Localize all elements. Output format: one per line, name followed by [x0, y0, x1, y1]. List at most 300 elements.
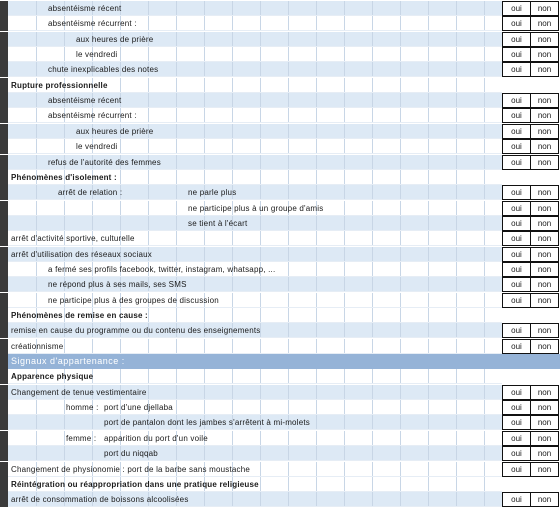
- grid-line: [204, 124, 205, 139]
- section-row: [0, 170, 560, 185]
- grid-line: [120, 369, 121, 384]
- answer-area: [502, 308, 560, 323]
- grid-line: [484, 446, 485, 461]
- answer-yes-cell[interactable]: oui: [502, 431, 531, 446]
- answer-no-cell[interactable]: non: [530, 62, 559, 77]
- table-row: [0, 216, 560, 231]
- grid-line: [428, 308, 429, 323]
- grid-line: [204, 155, 205, 170]
- answer-yes-cell[interactable]: oui: [502, 124, 531, 139]
- grid-line: [204, 139, 205, 154]
- grid-line: [232, 1, 233, 16]
- grid-line: [344, 216, 345, 231]
- grid-line: [344, 369, 345, 384]
- category-header-row: [0, 354, 560, 369]
- answer-no-cell[interactable]: non: [530, 492, 559, 507]
- grid-line: [232, 32, 233, 47]
- grid-line: [400, 108, 401, 123]
- grid-line: [372, 477, 373, 492]
- table-row: [0, 231, 560, 246]
- row-label: le vendredi: [76, 50, 118, 59]
- answer-no-cell[interactable]: non: [530, 247, 559, 262]
- grid-line: [204, 108, 205, 123]
- grid-line: [428, 124, 429, 139]
- grid-line: [316, 47, 317, 62]
- grid-line: [316, 16, 317, 31]
- answer-yes-cell[interactable]: oui: [502, 277, 531, 292]
- row-gutter: [0, 308, 8, 323]
- row-sublabel: ne parle plus: [188, 188, 237, 197]
- answer-no-cell[interactable]: non: [530, 431, 559, 446]
- grid-line: [400, 323, 401, 338]
- row-gutter: [0, 78, 8, 93]
- row-label: absentéisme récurrent :: [48, 111, 137, 120]
- row-gutter: [0, 492, 8, 507]
- row-label: refus de l'autorité des femmes: [48, 158, 161, 167]
- grid-line: [148, 339, 149, 354]
- grid-line: [372, 308, 373, 323]
- row-gutter: [0, 216, 8, 231]
- grid-line: [288, 62, 289, 77]
- grid-line: [232, 108, 233, 123]
- grid-line: [36, 431, 37, 446]
- grid-line: [316, 139, 317, 154]
- answer-yes-cell[interactable]: oui: [502, 32, 531, 47]
- grid-line: [400, 62, 401, 77]
- grid-line: [428, 108, 429, 123]
- answer-no-cell[interactable]: non: [530, 124, 559, 139]
- answer-no-cell[interactable]: non: [530, 415, 559, 430]
- grid-line: [176, 247, 177, 262]
- grid-line: [232, 231, 233, 246]
- grid-line: [288, 139, 289, 154]
- grid-line: [260, 139, 261, 154]
- grid-line: [176, 446, 177, 461]
- grid-line: [176, 47, 177, 62]
- answer-no-cell[interactable]: non: [530, 462, 559, 477]
- grid-line: [344, 446, 345, 461]
- grid-line: [372, 293, 373, 308]
- answer-no-cell[interactable]: non: [530, 446, 559, 461]
- grid-line: [400, 1, 401, 16]
- grid-line: [484, 1, 485, 16]
- grid-line: [176, 308, 177, 323]
- grid-line: [344, 277, 345, 292]
- section-title: Phénomènes d'isolement :: [11, 173, 117, 182]
- row-gutter: [0, 446, 8, 461]
- grid-line: [344, 108, 345, 123]
- answer-no-cell[interactable]: non: [530, 201, 559, 216]
- grid-line: [484, 339, 485, 354]
- grid-line: [288, 185, 289, 200]
- grid-line: [484, 185, 485, 200]
- grid-line: [176, 108, 177, 123]
- answer-yes-cell[interactable]: oui: [502, 62, 531, 77]
- grid-line: [428, 323, 429, 338]
- grid-line: [176, 201, 177, 216]
- grid-line: [120, 139, 121, 154]
- grid-line: [316, 247, 317, 262]
- grid-line: [232, 78, 233, 93]
- grid-line: [316, 185, 317, 200]
- grid-line: [148, 369, 149, 384]
- row-gutter: [0, 354, 8, 369]
- answer-no-cell[interactable]: non: [530, 185, 559, 200]
- grid-line: [400, 385, 401, 400]
- grid-line: [344, 32, 345, 47]
- grid-line: [232, 431, 233, 446]
- grid-line: [120, 339, 121, 354]
- row-label: homme :: [66, 403, 99, 412]
- answer-no-cell[interactable]: non: [530, 108, 559, 123]
- grid-line: [288, 400, 289, 415]
- grid-line: [204, 32, 205, 47]
- row-label: le vendredi: [76, 142, 118, 151]
- grid-line: [204, 308, 205, 323]
- grid-line: [260, 185, 261, 200]
- grid-line: [344, 185, 345, 200]
- grid-line: [176, 124, 177, 139]
- grid-line: [176, 216, 177, 231]
- answer-yes-cell[interactable]: oui: [502, 231, 531, 246]
- grid-line: [260, 78, 261, 93]
- grid-line: [372, 216, 373, 231]
- grid-line: [344, 1, 345, 16]
- answer-yes-cell[interactable]: oui: [502, 216, 531, 231]
- grid-line: [232, 369, 233, 384]
- grid-line: [316, 415, 317, 430]
- grid-line: [372, 93, 373, 108]
- grid-line: [148, 93, 149, 108]
- grid-line: [456, 170, 457, 185]
- grid-line: [372, 16, 373, 31]
- grid-line: [400, 32, 401, 47]
- answer-no-cell[interactable]: non: [530, 339, 559, 354]
- grid-line: [316, 369, 317, 384]
- grid-line: [372, 124, 373, 139]
- grid-line: [400, 446, 401, 461]
- answer-yes-cell[interactable]: oui: [502, 385, 531, 400]
- grid-line: [176, 16, 177, 31]
- table-row: [0, 431, 560, 446]
- grid-line: [484, 16, 485, 31]
- grid-line: [316, 32, 317, 47]
- row-gutter: [0, 462, 8, 477]
- grid-line: [344, 78, 345, 93]
- grid-line: [36, 201, 37, 216]
- table-row: [0, 323, 560, 338]
- answer-yes-cell[interactable]: oui: [502, 201, 531, 216]
- answer-yes-cell[interactable]: oui: [502, 446, 531, 461]
- grid-line: [316, 446, 317, 461]
- answer-no-cell[interactable]: non: [530, 293, 559, 308]
- grid-line: [400, 78, 401, 93]
- grid-line: [484, 139, 485, 154]
- grid-line: [456, 1, 457, 16]
- answer-no-cell[interactable]: non: [530, 262, 559, 277]
- grid-line: [456, 277, 457, 292]
- grid-line: [400, 124, 401, 139]
- answer-yes-cell[interactable]: oui: [502, 247, 531, 262]
- answer-yes-cell[interactable]: oui: [502, 155, 531, 170]
- grid-line: [456, 247, 457, 262]
- grid-line: [456, 339, 457, 354]
- grid-line: [344, 400, 345, 415]
- grid-line: [36, 185, 37, 200]
- grid-line: [288, 446, 289, 461]
- row-label: arrêt de relation :: [58, 188, 123, 197]
- grid-line: [204, 1, 205, 16]
- grid-line: [148, 108, 149, 123]
- grid-line: [316, 323, 317, 338]
- grid-line: [288, 293, 289, 308]
- grid-line: [400, 477, 401, 492]
- grid-line: [456, 231, 457, 246]
- grid-line: [204, 62, 205, 77]
- table-row: [0, 108, 560, 123]
- grid-line: [64, 201, 65, 216]
- row-gutter: [0, 47, 8, 62]
- grid-line: [232, 124, 233, 139]
- grid-line: [400, 462, 401, 477]
- grid-line: [456, 47, 457, 62]
- grid-line: [316, 262, 317, 277]
- answer-yes-cell[interactable]: oui: [502, 139, 531, 154]
- grid-line: [484, 201, 485, 216]
- answer-no-cell[interactable]: non: [530, 323, 559, 338]
- answer-no-cell[interactable]: non: [530, 216, 559, 231]
- grid-line: [372, 231, 373, 246]
- grid-line: [372, 170, 373, 185]
- table-row: [0, 277, 560, 292]
- grid-line: [260, 339, 261, 354]
- grid-line: [372, 139, 373, 154]
- grid-line: [372, 339, 373, 354]
- grid-line: [400, 293, 401, 308]
- grid-line: [36, 93, 37, 108]
- grid-line: [260, 308, 261, 323]
- row-gutter: [0, 16, 8, 31]
- grid-line: [288, 277, 289, 292]
- grid-line: [260, 1, 261, 16]
- answer-yes-cell[interactable]: oui: [502, 1, 531, 16]
- grid-line: [92, 446, 93, 461]
- table-row: [0, 185, 560, 200]
- grid-line: [232, 277, 233, 292]
- table-row: [0, 32, 560, 47]
- grid-line: [260, 32, 261, 47]
- grid-line: [484, 293, 485, 308]
- grid-line: [260, 293, 261, 308]
- grid-line: [372, 185, 373, 200]
- row-label: créationnisme: [11, 342, 64, 351]
- grid-line: [372, 323, 373, 338]
- row-label: arrêt d'activité sportive, culturelle: [11, 234, 135, 243]
- grid-line: [316, 308, 317, 323]
- row-label: aux heures de prière: [76, 127, 154, 136]
- grid-line: [344, 155, 345, 170]
- answer-yes-cell[interactable]: oui: [502, 400, 531, 415]
- grid-line: [456, 32, 457, 47]
- answer-yes-cell[interactable]: oui: [502, 16, 531, 31]
- row-sublabel: port de pantalon dont les jambes s'arrêtent à mi-molets: [104, 418, 310, 427]
- grid-line: [484, 277, 485, 292]
- grid-line: [484, 78, 485, 93]
- grid-line: [344, 477, 345, 492]
- grid-line: [456, 415, 457, 430]
- answer-no-cell[interactable]: non: [530, 231, 559, 246]
- answer-yes-cell[interactable]: oui: [502, 415, 531, 430]
- grid-line: [148, 1, 149, 16]
- grid-line: [456, 323, 457, 338]
- row-label: a fermé ses profils facebook, twitter, instagram, whatsapp, ...: [48, 265, 276, 274]
- grid-line: [484, 415, 485, 430]
- answer-yes-cell[interactable]: oui: [502, 93, 531, 108]
- grid-line: [344, 201, 345, 216]
- answer-no-cell[interactable]: non: [530, 385, 559, 400]
- grid-line: [484, 155, 485, 170]
- grid-line: [148, 185, 149, 200]
- grid-line: [344, 124, 345, 139]
- grid-line: [344, 262, 345, 277]
- grid-line: [232, 446, 233, 461]
- answer-yes-cell[interactable]: oui: [502, 492, 531, 507]
- grid-line: [64, 339, 65, 354]
- answer-area: [502, 170, 560, 185]
- grid-line: [92, 415, 93, 430]
- answer-no-cell[interactable]: non: [530, 32, 559, 47]
- answer-yes-cell[interactable]: oui: [502, 293, 531, 308]
- grid-line: [400, 277, 401, 292]
- answer-no-cell[interactable]: non: [530, 400, 559, 415]
- grid-line: [204, 247, 205, 262]
- grid-line: [176, 170, 177, 185]
- grid-line: [36, 262, 37, 277]
- grid-line: [204, 446, 205, 461]
- answer-yes-cell[interactable]: oui: [502, 339, 531, 354]
- row-label: femme :: [66, 434, 97, 443]
- grid-line: [288, 339, 289, 354]
- answer-no-cell[interactable]: non: [530, 155, 559, 170]
- grid-line: [344, 247, 345, 262]
- section-title: Apparence physique: [11, 372, 94, 381]
- answer-yes-cell[interactable]: oui: [502, 262, 531, 277]
- grid-line: [36, 293, 37, 308]
- grid-line: [316, 385, 317, 400]
- grid-line: [316, 62, 317, 77]
- grid-line: [456, 369, 457, 384]
- grid-line: [232, 293, 233, 308]
- section-title: Rupture professionnelle: [11, 81, 108, 90]
- grid-line: [344, 62, 345, 77]
- grid-line: [204, 339, 205, 354]
- row-label: absentéisme récent: [48, 96, 122, 105]
- grid-line: [288, 1, 289, 16]
- grid-line: [316, 462, 317, 477]
- grid-line: [36, 446, 37, 461]
- grid-line: [260, 155, 261, 170]
- answer-yes-cell[interactable]: oui: [502, 108, 531, 123]
- grid-line: [232, 492, 233, 507]
- row-sublabel: ne participe plus à un groupe d'amis: [188, 204, 324, 213]
- grid-line: [456, 155, 457, 170]
- table-row: [0, 462, 560, 477]
- grid-line: [484, 47, 485, 62]
- table-row: [0, 47, 560, 62]
- row-gutter: [0, 108, 8, 123]
- grid-line: [288, 477, 289, 492]
- answer-yes-cell[interactable]: oui: [502, 185, 531, 200]
- grid-line: [176, 185, 177, 200]
- grid-line: [400, 47, 401, 62]
- answer-yes-cell[interactable]: oui: [502, 462, 531, 477]
- grid-line: [176, 400, 177, 415]
- answer-yes-cell[interactable]: oui: [502, 323, 531, 338]
- grid-line: [176, 369, 177, 384]
- grid-line: [288, 247, 289, 262]
- row-gutter: [0, 293, 8, 308]
- grid-line: [428, 477, 429, 492]
- grid-line: [484, 216, 485, 231]
- grid-line: [428, 462, 429, 477]
- answer-no-cell[interactable]: non: [530, 139, 559, 154]
- answer-area: [502, 369, 560, 384]
- grid-line: [260, 369, 261, 384]
- answer-no-cell[interactable]: non: [530, 47, 559, 62]
- grid-line: [344, 462, 345, 477]
- answer-no-cell[interactable]: non: [530, 16, 559, 31]
- grid-line: [456, 16, 457, 31]
- grid-line: [344, 139, 345, 154]
- section-title: Phénomènes de remise en cause :: [11, 311, 148, 320]
- grid-line: [204, 400, 205, 415]
- row-label: ne répond plus à ses mails, ses SMS: [48, 280, 187, 289]
- table-row: [0, 62, 560, 77]
- grid-line: [400, 415, 401, 430]
- grid-line: [400, 400, 401, 415]
- grid-line: [428, 216, 429, 231]
- grid-line: [176, 32, 177, 47]
- grid-line: [260, 400, 261, 415]
- grid-line: [400, 170, 401, 185]
- grid-line: [484, 431, 485, 446]
- grid-line: [428, 78, 429, 93]
- grid-line: [428, 139, 429, 154]
- answer-no-cell[interactable]: non: [530, 277, 559, 292]
- answer-yes-cell[interactable]: oui: [502, 47, 531, 62]
- grid-line: [36, 16, 37, 31]
- answer-no-cell[interactable]: non: [530, 1, 559, 16]
- grid-line: [64, 415, 65, 430]
- grid-line: [204, 369, 205, 384]
- grid-line: [456, 492, 457, 507]
- grid-line: [176, 155, 177, 170]
- grid-line: [456, 262, 457, 277]
- grid-line: [288, 385, 289, 400]
- table-row: [0, 446, 560, 461]
- answer-area: [502, 354, 560, 369]
- grid-line: [428, 339, 429, 354]
- grid-line: [36, 155, 37, 170]
- grid-line: [260, 47, 261, 62]
- grid-line: [288, 462, 289, 477]
- category-title: Signaux d'appartenance :: [11, 356, 125, 366]
- grid-line: [260, 170, 261, 185]
- grid-line: [316, 293, 317, 308]
- row-gutter: [0, 339, 8, 354]
- answer-no-cell[interactable]: non: [530, 93, 559, 108]
- grid-line: [316, 339, 317, 354]
